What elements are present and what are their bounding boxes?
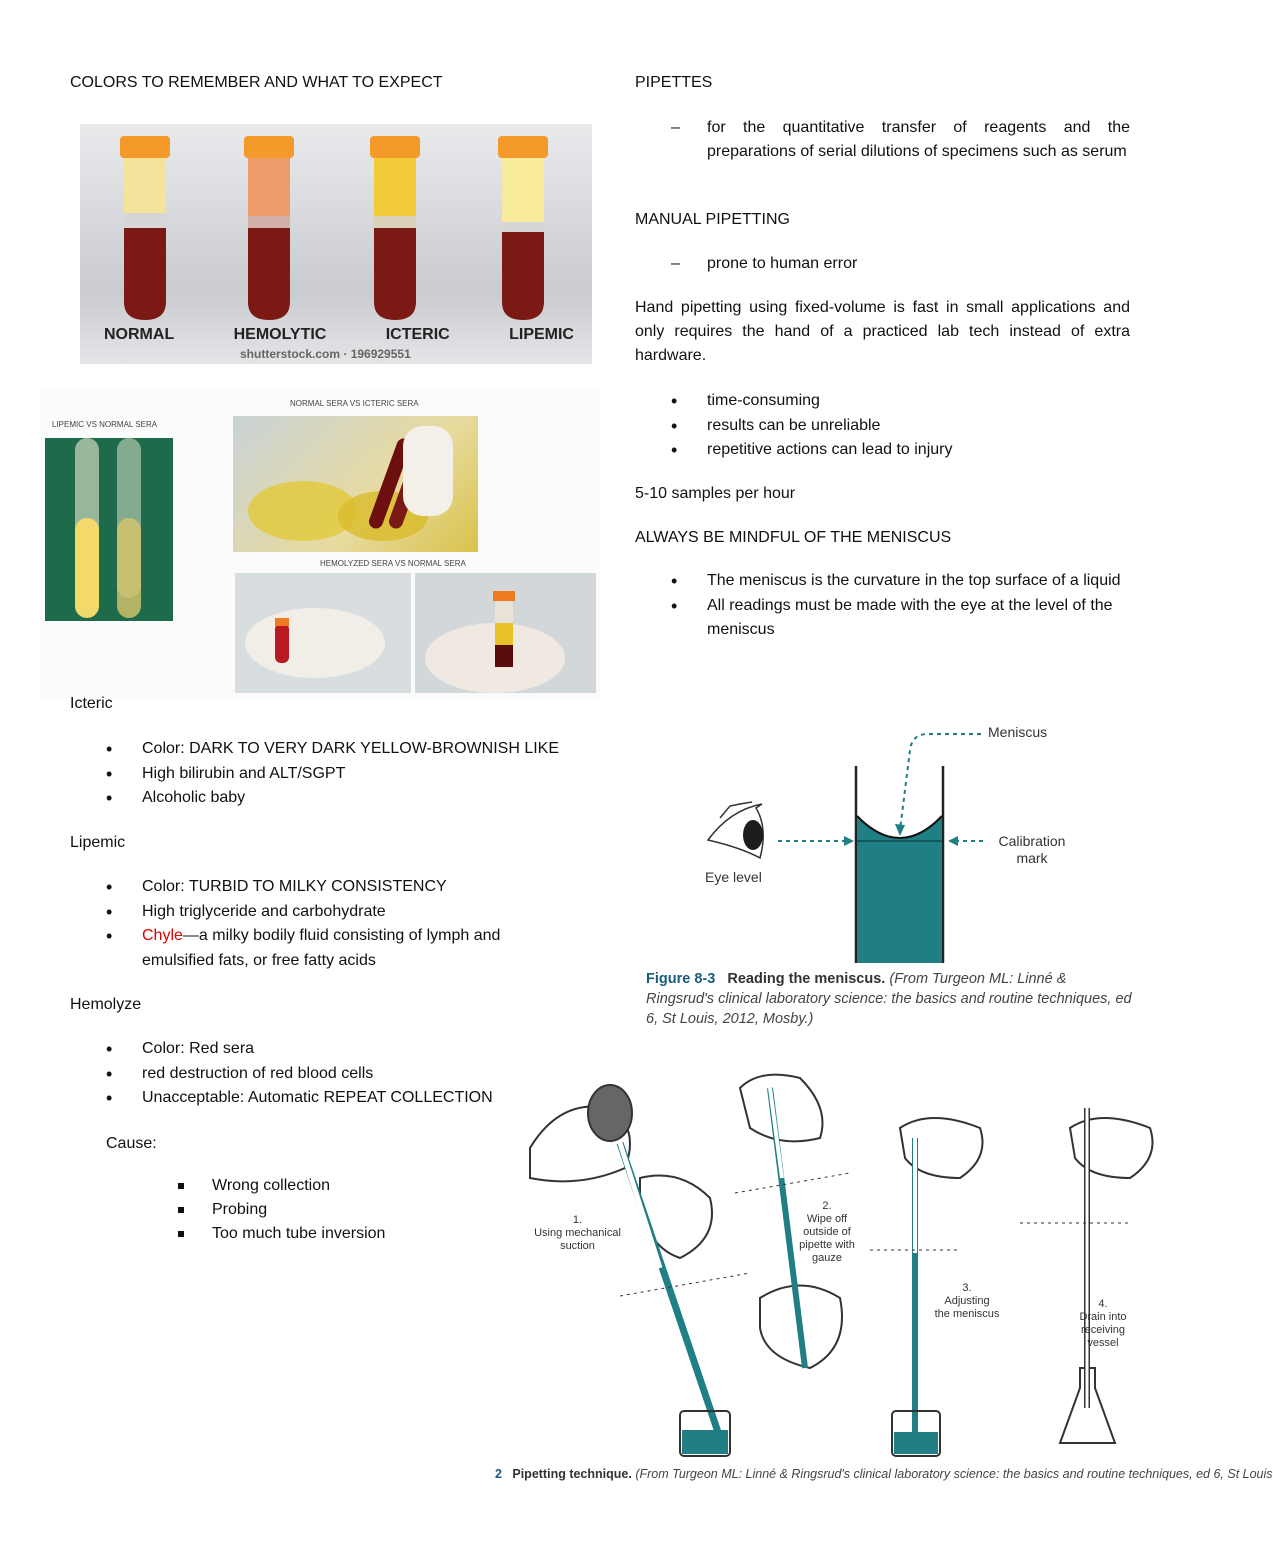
- step-1-label: 1. Using mechanical suction: [534, 1214, 621, 1252]
- figure-source: (From Turgeon ML: Linné & Ringsrud's clinical laboratory science: the basics and routine techniques, ed 6, St Louis, 2012, Mosby.): [646, 971, 1132, 1027]
- lipemic-title: Lipemic: [70, 834, 126, 851]
- figure-source: (From Turgeon ML: Linné & Ringsrud's clinical laboratory science: the basics and routine techniques, ed 6, St Louis: [635, 1467, 1273, 1481]
- list-item: • red destruction of red blood cells: [70, 1062, 570, 1087]
- figure-number: Figure 8-3: [646, 971, 716, 987]
- pipettes-heading: PIPETTES: [635, 74, 713, 91]
- step-2-label: 2. Wipe off outside of pipette with gauze: [799, 1200, 855, 1264]
- hemolyzed-photo: [235, 573, 411, 693]
- watermark: shutterstock.com · 196929551: [240, 347, 411, 361]
- serum-tubes-image: [80, 124, 592, 364]
- list-item: – for the quantitative transfer of reagents and the preparations of serial dilutions of specimens such as serum: [635, 116, 1130, 164]
- hemolyze-list: [70, 1037, 570, 1111]
- list-item: • results can be unreliable: [635, 414, 1130, 439]
- hemolyze-title: Hemolyze: [70, 996, 142, 1013]
- list-item: – prone to human error: [635, 252, 1130, 276]
- icteric-list: [70, 737, 610, 811]
- list-item: • Color: Red sera: [70, 1037, 570, 1062]
- pipettes-list: [635, 116, 1130, 164]
- tube-label-normal: NORMAL: [104, 326, 175, 343]
- icteric-photo: [233, 416, 478, 552]
- meniscus-figure: [690, 718, 1130, 968]
- sera-collage-image: [40, 388, 600, 698]
- tube-label-hemolytic: HEMOLYTIC: [233, 326, 327, 343]
- label-calibration-mark: Calibration mark: [998, 833, 1066, 866]
- pipetting-figure-caption: [495, 1464, 1273, 1484]
- label-eye-level: Eye level: [705, 869, 762, 885]
- manual-pipetting-heading: MANUAL PIPETTING: [635, 211, 790, 228]
- step-4-label: 4. Drain into receiving vessel: [1079, 1298, 1127, 1349]
- list-item: Too much tube inversion: [106, 1222, 506, 1246]
- list-item: • High bilirubin and ALT/SGPT: [70, 762, 610, 787]
- caption-hemolyzed-vs-normal: HEMOLYZED SERA VS NORMAL SERA: [320, 559, 466, 568]
- list-item: Wrong collection: [106, 1174, 506, 1198]
- eye-icon: [708, 802, 763, 858]
- section-heading-colors: COLORS TO REMEMBER AND WHAT TO EXPECT: [70, 74, 443, 91]
- step-3-label: 3. Adjusting the meniscus: [934, 1282, 1000, 1320]
- list-item: Probing: [106, 1198, 506, 1222]
- tube-label-icteric: ICTERIC: [385, 326, 450, 343]
- list-item: • repetitive actions can lead to injury: [635, 438, 1130, 463]
- figure-title: Pipetting technique.: [512, 1467, 632, 1481]
- list-item: • Color: DARK TO VERY DARK YELLOW-BROWNISH LIKE: [70, 737, 610, 762]
- chyle-term: Chyle: [142, 927, 183, 944]
- list-item: • Unacceptable: Automatic REPEAT COLLECTION: [70, 1086, 570, 1111]
- figure-number: 2: [495, 1467, 502, 1481]
- lipemic-list: [70, 875, 560, 973]
- list-item: • time-consuming: [635, 389, 1130, 414]
- caption-lipemic-vs-normal: LIPEMIC VS NORMAL SERA: [52, 420, 158, 429]
- caption-normal-vs-icteric: NORMAL SERA VS ICTERIC SERA: [290, 399, 419, 408]
- list-item: • Alcoholic baby: [70, 786, 610, 811]
- lipemic-tubes-photo: [45, 438, 173, 621]
- tube-label-lipemic: LIPEMIC: [509, 326, 574, 343]
- cause-list: [106, 1174, 506, 1246]
- list-item: • All readings must be made with the eye at the level of the meniscus: [635, 594, 1130, 643]
- list-item: • Color: TURBID TO MILKY CONSISTENCY: [70, 875, 560, 900]
- list-item: • High triglyceride and carbohydrate: [70, 900, 560, 925]
- figure-title: Reading the meniscus.: [727, 971, 886, 987]
- list-item: • The meniscus is the curvature in the top surface of a liquid: [635, 569, 1130, 594]
- list-item: [70, 924, 560, 973]
- meniscus-list: [635, 569, 1130, 643]
- normal-sera-photo: [415, 573, 596, 693]
- cons-list: [635, 389, 1130, 463]
- samples-per-hour: 5-10 samples per hour: [635, 485, 796, 502]
- manual-list: [635, 252, 1130, 276]
- cause-title: Cause:: [106, 1135, 157, 1152]
- hand-pipetting-paragraph: Hand pipetting using fixed-volume is fast in small applications and only requires the hand of a practiced lab tech instead of extra hardware.: [635, 299, 1130, 364]
- pipetting-diagram: [520, 1068, 1180, 1463]
- pipetting-technique-figure: [520, 1068, 1180, 1463]
- label-meniscus: Meniscus: [988, 724, 1048, 740]
- meniscus-figure-caption: [646, 969, 1132, 1029]
- meniscus-heading: ALWAYS BE MINDFUL OF THE MENISCUS: [635, 529, 952, 546]
- chyle-definition: —a milky bodily fluid consisting of lymph and emulsified fats, or free fatty acids: [142, 927, 501, 969]
- icteric-title: Icteric: [70, 695, 113, 712]
